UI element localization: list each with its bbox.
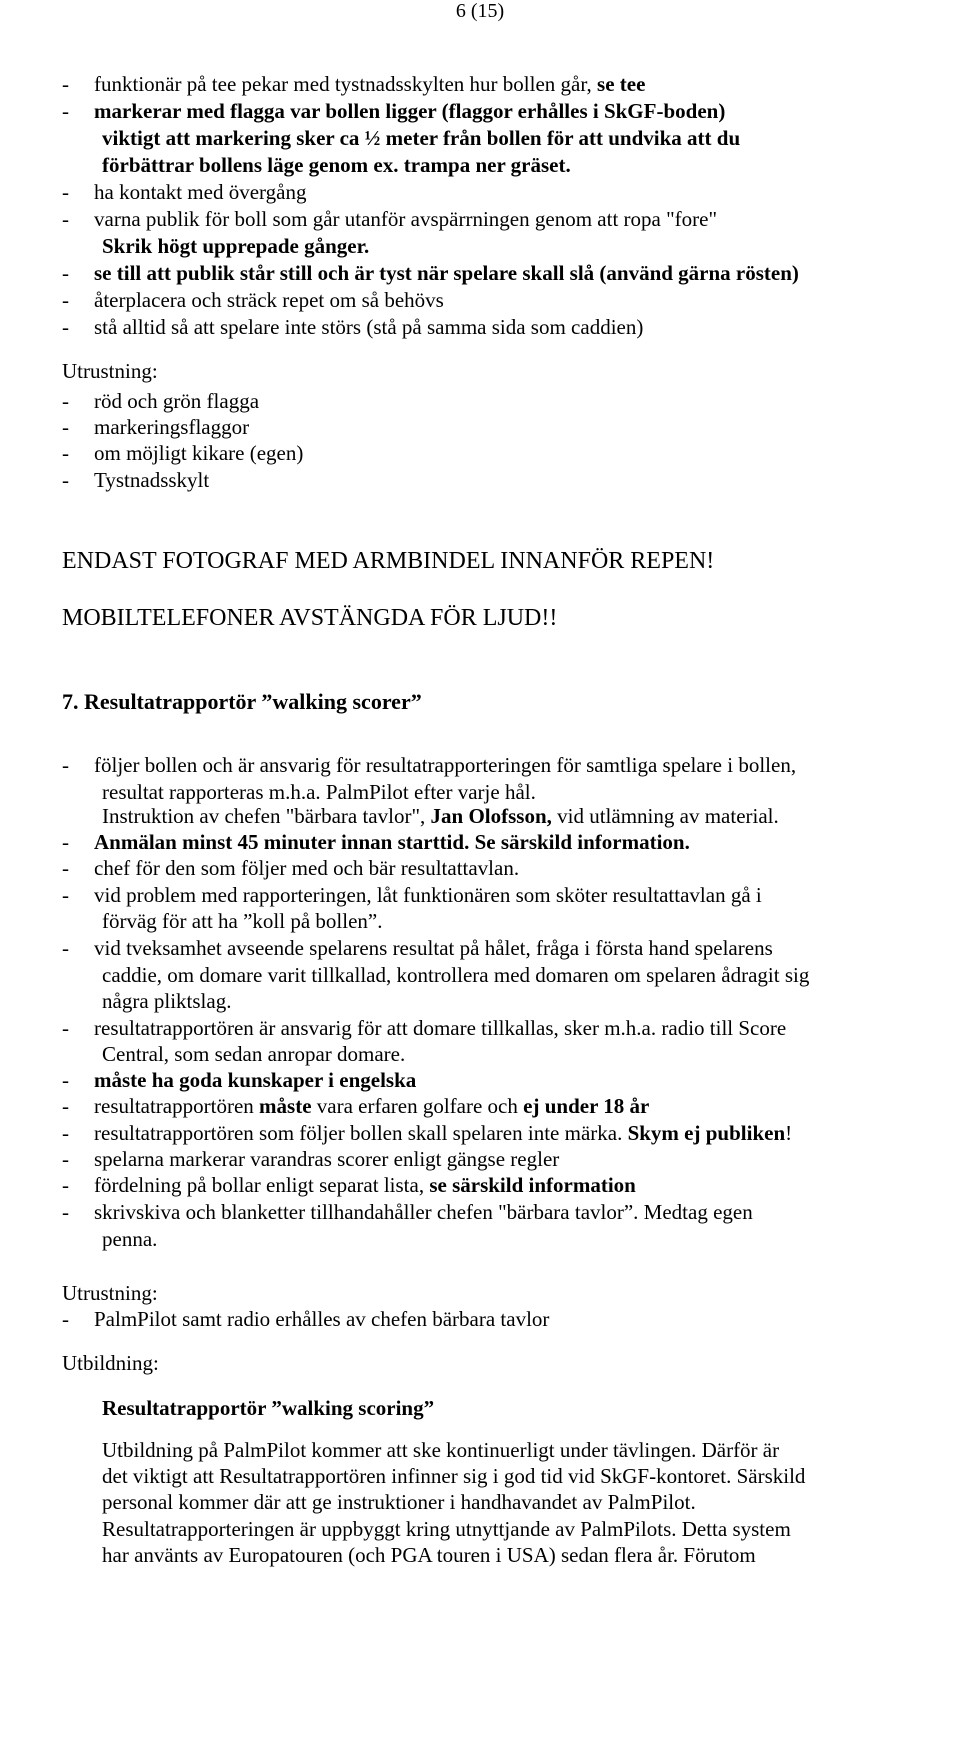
text-segment: personal kommer där att ge instruktioner i handhavandet av PalmPilot. [102,1490,696,1514]
list-item [62,71,645,98]
text-segment: måste ha goda kunskaper i engelska [94,1068,417,1092]
list-dash: - [62,315,69,339]
text-segment: resultatrapportören som följer bollen skall spelaren inte märka. [94,1121,628,1145]
text-segment: ej under 18 år [523,1094,650,1118]
text-segment: Skym ej publiken [627,1121,786,1145]
list-item [62,829,690,856]
text-line [102,908,382,935]
list-item [62,1146,559,1173]
list-dash: - [62,261,69,285]
list-item [62,287,444,314]
text-line [102,152,571,179]
text-segment: Utrustning: [62,359,158,383]
list-dash: - [62,1200,69,1224]
list-dash: - [62,99,69,123]
text-segment: Resultatrapportör ”walking scoring” [102,1396,435,1420]
text-segment: om möjligt kikare (egen) [94,441,304,465]
text-segment: viktigt att markering sker ca ½ meter från bollen för att undvika att du [102,126,741,150]
text-segment: några pliktslag. [102,989,232,1013]
text-line [102,803,779,830]
text-segment: caddie, om domare varit tillkallad, kontrollera med domaren om spelaren ådragit sig [102,963,810,987]
text-line [102,1463,805,1490]
list-item [62,1067,416,1094]
text-segment: se tee [597,72,646,96]
list-item [62,440,303,467]
text-segment: varna publik för boll som går utanför avspärrningen genom att ropa "fore" [94,207,718,231]
text-segment: funktionär på tee pekar med tystnadsskylten hur bollen går, [94,72,598,96]
list-dash: - [62,1094,69,1118]
text-line [102,1516,791,1543]
text-segment: Skrik högt upprepade gånger. [102,234,370,258]
text-segment: röd och grön flagga [94,389,260,413]
list-dash: - [62,830,69,854]
list-dash: - [62,72,69,96]
text-segment: har använts av Europatouren (och PGA touren i USA) sedan flera år. Förutom [102,1543,756,1567]
text-segment: resultatrapportören är ansvarig för att domare tillkallas, sker m.h.a. radio till Score [94,1016,787,1040]
text-line [102,1226,157,1253]
text-segment: det viktigt att Resultatrapportören infinner sig i god tid vid SkGF-kontoret. Särskild [102,1464,806,1488]
text-segment: 7. Resultatrapportör ”walking scorer” [62,689,422,714]
text-segment: markeringsflaggor [94,415,250,439]
list-dash: - [62,180,69,204]
list-dash: - [62,1121,69,1145]
list-dash: - [62,1307,69,1331]
list-item [62,882,762,909]
text-segment: se särskild information [429,1173,636,1197]
text-segment: PalmPilot samt radio erhålles av chefen bärbara tavlor [94,1307,550,1331]
text-line [102,1437,779,1464]
list-item [62,1015,786,1042]
text-segment: ! [785,1121,793,1145]
list-item [62,1120,792,1147]
text-segment: fördelning på bollar enligt separat lista, [94,1173,430,1197]
list-dash: - [62,856,69,880]
page-number: 6 (15) [455,0,505,22]
text-segment: spelarna markerar varandras scorer enligt gängse regler [94,1147,560,1171]
list-dash: - [62,1068,69,1092]
list-item [62,935,773,962]
list-item [62,260,799,287]
list-item [62,98,725,125]
list-dash: - [62,415,69,439]
list-dash: - [62,288,69,312]
list-item [62,414,249,441]
list-dash: - [62,1173,69,1197]
list-dash: - [62,936,69,960]
list-dash: - [62,1147,69,1171]
text-segment: förbättrar bollens läge genom ex. trampa ner gräset. [102,153,571,177]
list-item [62,1172,636,1199]
text-line [62,548,714,575]
text-line [102,233,369,260]
text-segment: resultatrapportören [94,1094,260,1118]
text-segment: chef för den som följer med och bär resultattavlan. [94,856,520,880]
list-item [62,388,259,415]
list-item [62,467,209,494]
text-line [102,1542,756,1569]
text-line [102,1395,434,1422]
text-segment: Jan Olofsson, [430,804,552,828]
text-segment: Tystnadsskylt [94,468,210,492]
text-segment: Anmälan minst 45 minuter innan starttid. Se särskild information. [94,830,690,854]
text-segment: ha kontakt med övergång [94,180,307,204]
text-segment: Utbildning på PalmPilot kommer att ske kontinuerligt under tävlingen. Därför är [102,1438,780,1462]
list-item [62,1093,649,1120]
text-line [102,125,740,152]
list-item [62,206,717,233]
text-line [102,1489,696,1516]
text-segment: stå alltid så att spelare inte störs (stå på samma sida som caddien) [94,315,644,339]
text-segment: penna. [102,1227,158,1251]
text-segment: markerar med flagga var bollen ligger (flaggor erhålles i SkGF-boden) [94,99,726,123]
section-heading [62,688,422,715]
text-line [102,779,536,806]
text-segment: skrivskiva och blanketter tillhandahåller chefen "bärbara tavlor”. Medtag egen [94,1200,753,1224]
list-item [62,1199,753,1226]
list-dash: - [62,389,69,413]
text-segment: Utbildning: [62,1351,159,1375]
text-segment: måste [259,1094,312,1118]
text-line [62,1280,158,1307]
text-line [62,605,557,632]
text-segment: Central, som sedan anropar domare. [102,1042,406,1066]
text-segment: förväg för att ha ”koll på bollen”. [102,909,383,933]
text-segment: vid problem med rapporteringen, låt funktionären som sköter resultattavlan gå i [94,883,762,907]
text-segment: se till att publik står still och är tyst när spelare skall slå (använd gärna rösten) [94,261,799,285]
list-dash: - [62,441,69,465]
text-segment: återplacera och sträck repet om så behövs [94,288,444,312]
text-segment: ENDAST FOTOGRAF MED ARMBINDEL INNANFÖR REPEN! [62,548,715,574]
text-segment: vara erfaren golfare och [311,1094,524,1118]
text-line [102,962,809,989]
text-segment: resultat rapporteras m.h.a. PalmPilot efter varje hål. [102,780,536,804]
list-item [62,752,796,779]
list-dash: - [62,1016,69,1040]
list-item [62,1306,549,1333]
text-segment: vid tveksamhet avseende spelarens resultat på hålet, fråga i första hand spelarens [94,936,773,960]
text-line [102,1041,405,1068]
list-item [62,855,519,882]
text-line [102,988,231,1015]
list-dash: - [62,468,69,492]
list-item [62,179,306,206]
text-segment: Instruktion av chefen "bärbara tavlor", [102,804,431,828]
text-segment: Utrustning: [62,1281,158,1305]
text-segment: MOBILTELEFONER AVSTÄNGDA FÖR LJUD!! [62,605,558,631]
list-item [62,314,643,341]
text-line [62,1350,159,1377]
text-line [62,358,158,385]
list-dash: - [62,883,69,907]
list-dash: - [62,207,69,231]
text-segment: vid utlämning av material. [551,804,779,828]
text-segment: följer bollen och är ansvarig för resultatrapporteringen för samtliga spelare i bollen, [94,753,797,777]
text-segment: Resultatrapporteringen är uppbyggt kring utnyttjande av PalmPilots. Detta system [102,1517,791,1541]
list-dash: - [62,753,69,777]
